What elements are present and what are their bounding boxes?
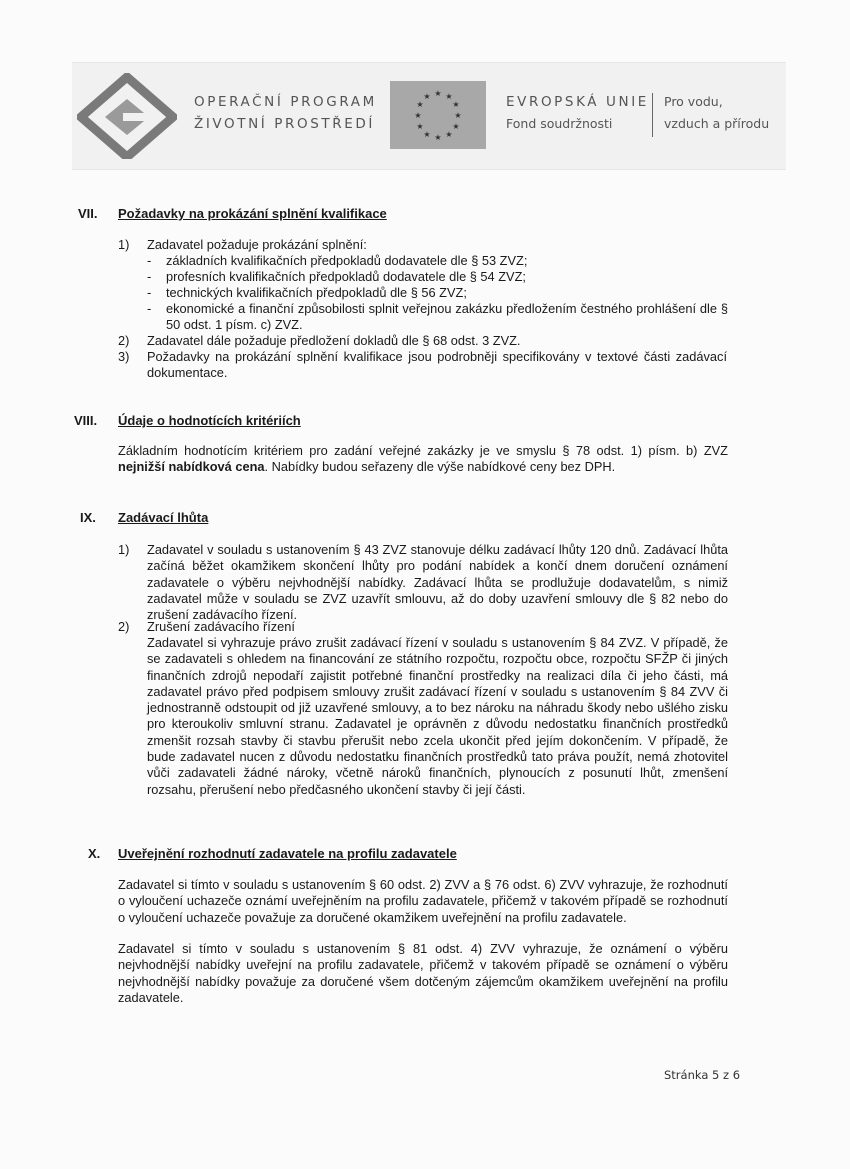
svg-text:★: ★	[416, 122, 424, 131]
sec7-bullet-1: základních kvalifikačních předpokladů dodavatele dle § 53 ZVZ;	[166, 253, 528, 268]
pro-text	[664, 91, 769, 135]
svg-text:★: ★	[452, 122, 460, 131]
eu-flag-icon	[390, 81, 486, 149]
section-8-number: VIII.	[74, 413, 98, 428]
op-line2: ŽIVOTNÍ PROSTŘEDÍ	[194, 116, 375, 132]
sec9-item1-text: Zadavatel v souladu s ustanovením § 43 ZVZ stanovuje délku zadávací lhůty 120 dnů. Zadávací lhůta začíná běžet okamžikem skončení lhůty pro podání nabídek a končí dnem doručení oznámení zadavatele o výběru nejvhodnější nabídky. Zadávací lhůta se prodlužuje dodavatelům, s nimiž zadavatel může v souladu se ZVZ uzavřít smlouvu, až do doby uzavření smlouvy dle § 82 nebo do zrušení zadávacího řízení.	[147, 542, 728, 623]
sec9-item2-heading: Zrušení zadávacího řízení	[147, 619, 295, 634]
eu-title: EVROPSKÁ UNIE	[506, 94, 649, 110]
sec9-item1-number: 1)	[118, 542, 130, 557]
section-10-paragraph-2: Zadavatel si tímto v souladu s ustanovením § 81 odst. 4) ZVV vyhrazuje, že oznámení o výběru nejvhodnější nabídky uveřejní na profilu zadavatele, přičemž v takovém případě se oznámení o výběru nejvhodnější nabídky považuje za doručené všem dotčeným zájemcům okamžikem uveřejnění na profilu zadavatele.	[118, 941, 728, 1005]
op-text	[194, 91, 377, 135]
sec7-item1-text: Zadavatel požaduje prokázání splnění:	[147, 237, 367, 252]
svg-text:★: ★	[434, 89, 442, 98]
sec8-text-bold: nejnižší nabídková cena	[118, 459, 265, 475]
svg-text:★: ★	[423, 130, 431, 139]
sec7-bullet-3: technických kvalifikačních předpokladů dle § 56 ZVZ;	[166, 285, 467, 300]
section-9-title: Zadávací lhůta	[118, 510, 209, 525]
svg-text:★: ★	[445, 92, 453, 101]
sec7-bullet-2: profesních kvalifikačních předpokladů dodavatele dle § 54 ZVZ;	[166, 269, 526, 284]
section-10-title: Uveřejnění rozhodnutí zadavatele na profilu zadavatele	[118, 846, 457, 861]
svg-text:★: ★	[445, 130, 453, 139]
sec9-item2-text: Zadavatel si vyhrazuje právo zrušit zadávací řízení v souladu s ustanovením § 84 ZVZ. V případě, že se zadavateli s ohledem na financování ze státního rozpočtu, rozpočtu obce, rozpočtu SFŽP či jiných finančních zdrojů nepodaří zajistit potřebné finanční prostředky na realizaci díla či jeho části, má zadavatel právo před podpisem smlouvy zrušit zadávací řízení v souladu s ustanovením § 84 ZVV či jednostranně odstoupit od již uzavřené smlouvy, a to bez nároku na náhradu škody nebo ušlého zisku pro kteroukoliv smluvní stranu. Zadavatel je oprávněn z důvodu nedostatku finančních prostředků zmenšit rozsah stavby či stavbu přerušit nebo zcela ukončit před jejím dokončením. V případě, že bude zadavatel nucen z důvodu nedostatku finančních prostředků tato práva použít, nemá zhotovitel vůči zadavateli žádné nároky, včetně nároků finančních, plynoucích z posunutí lhůt, zmenšení rozsahu, přerušení nebo předčasného ukončení stavby či její části.	[147, 635, 728, 797]
sec7-item2-number: 2)	[118, 333, 130, 348]
svg-text:★: ★	[416, 100, 424, 109]
pro-line2: vzduch a přírodu	[664, 116, 770, 131]
eu-subtitle: Fond soudržnosti	[506, 116, 613, 131]
svg-text:★: ★	[434, 133, 442, 142]
svg-text:★: ★	[423, 92, 431, 101]
section-8-title: Údaje o hodnotících kritériích	[118, 413, 301, 428]
sec9-item2-number: 2)	[118, 619, 130, 634]
sec7-item1-number: 1)	[118, 237, 130, 252]
section-8-paragraph	[118, 443, 728, 476]
bullet-dash: -	[147, 285, 152, 300]
header-divider	[652, 93, 653, 137]
section-10-number: X.	[88, 846, 101, 861]
svg-text:★: ★	[452, 100, 460, 109]
bullet-dash: -	[147, 301, 152, 316]
section-10-paragraph-1: Zadavatel si tímto v souladu s ustanovením § 60 odst. 2) ZVV a § 76 odst. 6) ZVV vyhrazuje, že rozhodnutí o vyloučení uchazeče oznámí uveřejněním na profilu zadavatele, přičemž v takovém případě se rozhodnutí o vyloučení uchazeče považuje za doručené okamžikem uveřejnění na profilu zadavatele.	[118, 877, 728, 925]
section-9-number: IX.	[80, 510, 96, 525]
op-line1: OPERAČNÍ PROGRAM	[194, 94, 377, 110]
svg-text:★: ★	[454, 111, 462, 120]
sec7-item2-text: Zadavatel dále požaduje předložení dokladů dle § 68 odst. 3 ZVZ.	[147, 333, 521, 348]
page-number: Stránka 5 z 6	[664, 1068, 741, 1082]
section-7-number: VII.	[78, 206, 98, 221]
bullet-dash: -	[147, 269, 152, 284]
sec7-item3-number: 3)	[118, 349, 130, 364]
section-7-title: Požadavky na prokázání splnění kvalifikace	[118, 206, 387, 221]
header-banner	[72, 62, 786, 170]
eu-text	[506, 91, 649, 135]
sec8-text-b: . Nabídky budou seřazeny dle výše nabídkové ceny bez DPH.	[264, 459, 616, 475]
op-zp-logo-icon	[77, 73, 177, 159]
sec7-bullet-4: ekonomické a finanční způsobilosti splnit veřejnou zakázku předložením čestného prohlášení dle § 50 odst. 1 písm. c) ZVZ.	[166, 301, 728, 333]
sec8-text-a: Základním hodnotícím kritériem pro zadání veřejné zakázky je ve smyslu § 78 odst. 1) písm. b) ZVZ	[118, 443, 728, 458]
bullet-dash: -	[147, 253, 152, 268]
svg-text:★: ★	[414, 111, 422, 120]
sec7-item3-text: Požadavky na prokázání splnění kvalifikace jsou podrobněji specifikovány v textové části zadávací dokumentace.	[147, 349, 727, 381]
pro-line1: Pro vodu,	[664, 94, 723, 109]
